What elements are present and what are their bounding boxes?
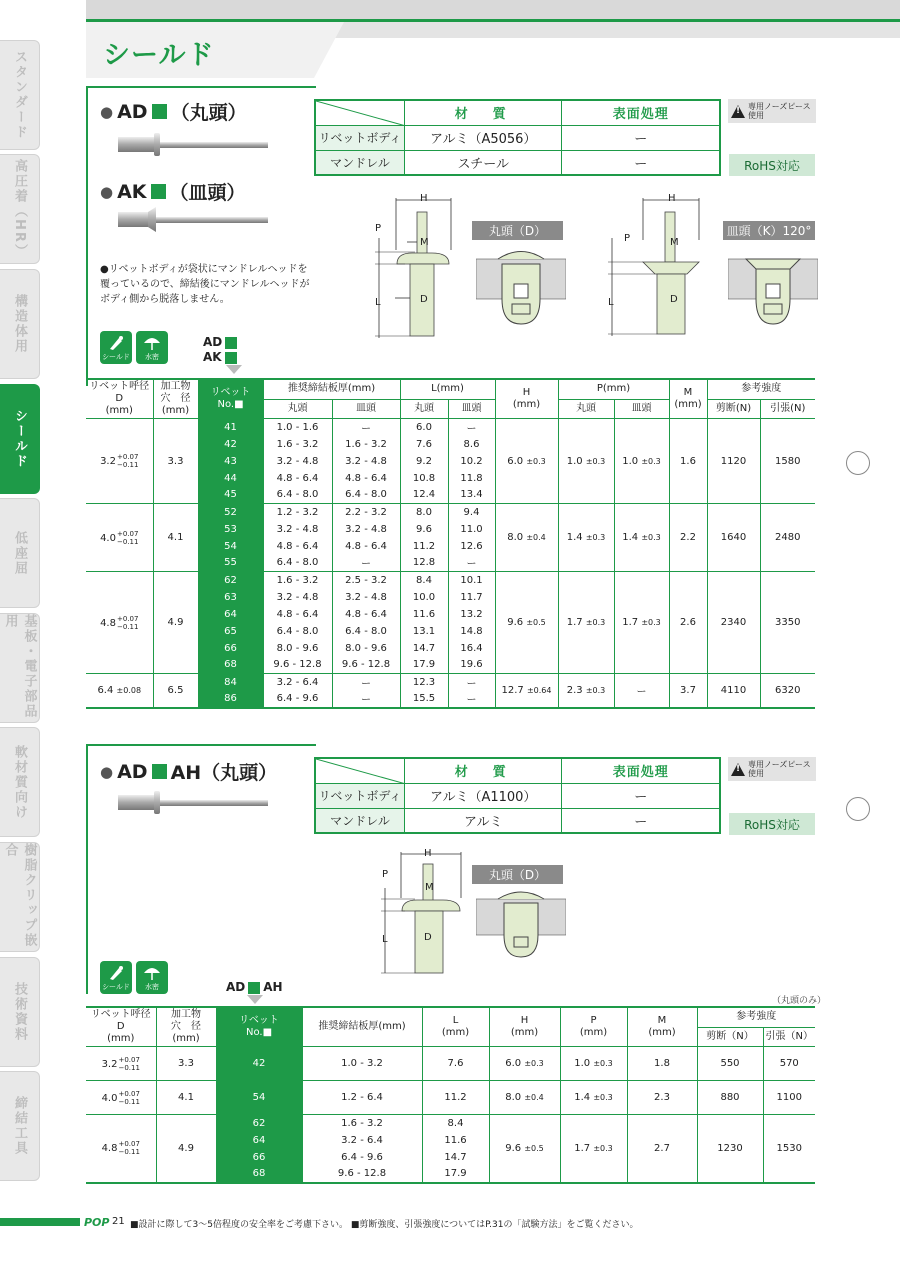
warning-icon bbox=[731, 763, 745, 776]
cell-grip-flat: 9.6 - 12.8 bbox=[332, 657, 400, 674]
dim-p: P bbox=[375, 223, 382, 234]
cell-rivet-no: 65 bbox=[198, 623, 263, 640]
cell-size: 6.4 ±0.08 bbox=[86, 674, 153, 708]
cell-grip-flat: 4.8 - 6.4 bbox=[332, 538, 400, 555]
side-tab-6[interactable] bbox=[0, 727, 40, 837]
cell-shear: 880 bbox=[697, 1081, 763, 1115]
col-hole: 加工物 穴 径 (mm) bbox=[153, 379, 198, 419]
side-tab-label: 軟材質向け bbox=[12, 744, 27, 820]
side-tab-9[interactable] bbox=[0, 1071, 40, 1181]
cell-grip-round: 3.2 - 4.8 bbox=[263, 453, 332, 470]
col-m-2: M (mm) bbox=[627, 1007, 697, 1047]
body-material: アルミ（A5056） bbox=[405, 125, 562, 150]
installed-ah-illustration bbox=[476, 887, 566, 962]
model-title-ak: ● AK （皿頭） bbox=[100, 180, 246, 204]
watertight-feature-icon: 水密 bbox=[136, 331, 168, 364]
cell-hole: 3.3 bbox=[153, 419, 198, 504]
cell-l-round: 12.3 bbox=[400, 674, 448, 691]
cell-l-round: 9.2 bbox=[400, 453, 448, 470]
nosepiece-warning-2: ! 専用ノーズピース使用 bbox=[728, 757, 816, 781]
col-p: P(mm) bbox=[558, 379, 669, 399]
dim-h: H bbox=[420, 193, 428, 204]
dim-l: L bbox=[375, 297, 381, 308]
cell-hole: 4.9 bbox=[156, 1115, 216, 1183]
col-shear-2: 剪断（N） bbox=[697, 1027, 763, 1046]
cell-grip-round: 8.0 - 9.6 bbox=[263, 640, 332, 657]
side-tab-label: 低座屈 bbox=[12, 530, 27, 576]
dim-l-ah: L bbox=[382, 934, 388, 945]
page-title: シールド bbox=[103, 40, 215, 71]
cell-rivet-no: 63 bbox=[198, 589, 263, 606]
table-row bbox=[86, 572, 815, 589]
cell-grip-flat: ー bbox=[332, 674, 400, 691]
col-grip-round: 丸頭 bbox=[263, 399, 332, 418]
cell-l: 7.6 bbox=[422, 1047, 489, 1081]
cell-l-flat: 14.8 bbox=[448, 623, 495, 640]
col-grip-2: 推奨締結板厚(mm) bbox=[302, 1007, 422, 1047]
side-tab-1[interactable] bbox=[0, 154, 40, 264]
cell-hole: 3.3 bbox=[156, 1047, 216, 1081]
col-rivet-no: リベット No.■ bbox=[198, 379, 263, 419]
col-h-2: H (mm) bbox=[489, 1007, 560, 1047]
installed-round-illustration bbox=[476, 244, 566, 329]
dimension-drawing-ah bbox=[365, 848, 465, 978]
feature-icons-2 bbox=[100, 961, 168, 994]
cell-grip-flat: 3.2 - 4.8 bbox=[332, 453, 400, 470]
cell-grip-round: 1.0 - 1.6 bbox=[263, 419, 332, 436]
side-tab-label: スタンダード bbox=[12, 50, 27, 140]
cell-grip-round: 1.6 - 3.2 bbox=[263, 572, 332, 589]
cell-grip-round: 3.2 - 4.8 bbox=[263, 521, 332, 538]
cell-grip-round: 4.8 - 6.4 bbox=[263, 538, 332, 555]
cell-l: 8.4 bbox=[422, 1115, 489, 1132]
cell-p-flat: 1.7 ±0.3 bbox=[614, 572, 669, 674]
head-label-flat: 皿頭（K）120° bbox=[723, 221, 815, 240]
section2-top-rule bbox=[86, 744, 316, 746]
head-label-round: 丸頭（D） bbox=[472, 221, 563, 240]
watertight-feature-icon: 水密 bbox=[136, 961, 168, 994]
cell-tensile: 1100 bbox=[763, 1081, 815, 1115]
cell-p-flat: ー bbox=[614, 674, 669, 708]
cell-l-round: 9.6 bbox=[400, 521, 448, 538]
col-l-flat: 皿頭 bbox=[448, 399, 495, 418]
cell-grip: 1.6 - 3.2 bbox=[302, 1115, 422, 1132]
cell-rivet-no: 68 bbox=[216, 1166, 302, 1183]
side-tab-0[interactable] bbox=[0, 40, 40, 150]
cell-rivet-no: 54 bbox=[216, 1081, 302, 1115]
cell-p: 1.7 ±0.3 bbox=[560, 1115, 627, 1183]
cell-hole: 6.5 bbox=[153, 674, 198, 708]
col-rivet-no-2: リベット No.■ bbox=[216, 1007, 302, 1047]
cell-p-flat: 1.0 ±0.3 bbox=[614, 419, 669, 504]
cell-grip-flat: 2.2 - 3.2 bbox=[332, 504, 400, 521]
cell-m: 2.3 bbox=[627, 1081, 697, 1115]
cell-l: 14.7 bbox=[422, 1149, 489, 1166]
cell-grip-round: 3.2 - 4.8 bbox=[263, 589, 332, 606]
cell-tensile: 2480 bbox=[760, 504, 815, 572]
col-size-2: リベット呼径 D (mm) bbox=[86, 1007, 156, 1047]
down-arrow-icon bbox=[226, 365, 242, 375]
description-text: ●リベットボディが袋状にマンドレルヘッドを覆っているので、締結後にマンドレルヘッドがボディ側から脱落しません。 bbox=[100, 264, 310, 305]
dimension-drawing-round bbox=[365, 190, 465, 345]
cell-shear: 1640 bbox=[707, 504, 760, 572]
section1-left-rule bbox=[86, 86, 88, 386]
warning-icon bbox=[731, 105, 745, 118]
cell-l-round: 11.6 bbox=[400, 606, 448, 623]
side-tab-2[interactable] bbox=[0, 269, 40, 379]
cell-l-flat: 8.6 bbox=[448, 436, 495, 453]
row-label-mandrel: マンドレル bbox=[315, 808, 405, 833]
cell-l-round: 10.8 bbox=[400, 470, 448, 487]
cell-grip: 6.4 - 9.6 bbox=[302, 1149, 422, 1166]
section2-left-rule bbox=[86, 744, 88, 994]
cell-rivet-no: 41 bbox=[198, 419, 263, 436]
cell-shear: 1120 bbox=[707, 419, 760, 504]
cell-size: 4.8 +0.07 −0.11 bbox=[86, 1115, 156, 1183]
spec-table-1 bbox=[86, 378, 815, 709]
cell-l: 17.9 bbox=[422, 1166, 489, 1183]
installed-flat-illustration bbox=[728, 244, 818, 329]
cell-l-flat: 10.1 bbox=[448, 572, 495, 589]
cell-h: 8.0 ±0.4 bbox=[489, 1081, 560, 1115]
dim-h-flat: H bbox=[668, 193, 676, 204]
cell-rivet-no: 66 bbox=[216, 1149, 302, 1166]
side-tab-label: 樹脂クリップ嵌合 bbox=[2, 843, 37, 948]
cell-grip-round: 6.4 - 9.6 bbox=[263, 691, 332, 708]
table-row bbox=[86, 419, 815, 436]
cell-l-round: 12.4 bbox=[400, 487, 448, 504]
cell-rivet-no: 66 bbox=[198, 640, 263, 657]
side-tab-label: 締結工具 bbox=[12, 1096, 27, 1156]
cell-grip: 1.2 - 6.4 bbox=[302, 1081, 422, 1115]
row-label-mandrel: マンドレル bbox=[315, 150, 405, 175]
code-label-ak: AK bbox=[203, 350, 237, 365]
cell-l-flat: 10.2 bbox=[448, 453, 495, 470]
side-tab-label: 技術資料 bbox=[12, 982, 27, 1042]
cell-tensile: 1580 bbox=[760, 419, 815, 504]
cell-tensile: 6320 bbox=[760, 674, 815, 708]
table-row bbox=[86, 1047, 815, 1081]
cell-p: 1.0 ±0.3 bbox=[560, 1047, 627, 1081]
cell-rivet-no: 45 bbox=[198, 487, 263, 504]
col-l-round: 丸頭 bbox=[400, 399, 448, 418]
rivet-ak-image bbox=[118, 207, 273, 233]
col-strength-2: 参考強度 bbox=[697, 1007, 815, 1027]
row-label-body: リベットボディ bbox=[315, 783, 405, 808]
cell-grip-flat: 6.4 - 8.0 bbox=[332, 487, 400, 504]
dim-l-flat: L bbox=[608, 297, 614, 308]
side-tab-8[interactable] bbox=[0, 957, 40, 1067]
col-shear: 剪断(N) bbox=[707, 399, 760, 418]
cell-l-round: 6.0 bbox=[400, 419, 448, 436]
diagonal-cell bbox=[315, 100, 405, 125]
cell-rivet-no: 43 bbox=[198, 453, 263, 470]
side-tab-label: 基板・電子部品用 bbox=[2, 614, 37, 719]
col-p-flat: 皿頭 bbox=[614, 399, 669, 418]
footer-bar bbox=[0, 1218, 80, 1226]
top-band bbox=[86, 0, 900, 22]
dim-h-ah: H bbox=[424, 848, 432, 859]
col-l-2: L (mm) bbox=[422, 1007, 489, 1047]
dim-m: M bbox=[420, 237, 429, 248]
cell-l-flat: 12.6 bbox=[448, 538, 495, 555]
material-table-1 bbox=[314, 99, 721, 176]
dimension-drawing-flat bbox=[600, 190, 700, 345]
cell-l-round: 11.2 bbox=[400, 538, 448, 555]
cell-m: 2.2 bbox=[669, 504, 707, 572]
col-strength: 参考強度 bbox=[707, 379, 815, 399]
col-h: H (mm) bbox=[495, 379, 558, 419]
cell-rivet-no: 64 bbox=[216, 1132, 302, 1149]
mandrel-surface: ー bbox=[562, 808, 720, 833]
surface-header: 表面処理 bbox=[562, 758, 720, 783]
side-tab-4[interactable] bbox=[0, 498, 40, 608]
cell-l-round: 17.9 bbox=[400, 657, 448, 674]
cell-m: 1.6 bbox=[669, 419, 707, 504]
cell-hole: 4.9 bbox=[153, 572, 198, 674]
model-color-square bbox=[152, 764, 167, 779]
cell-grip-flat: ー bbox=[332, 419, 400, 436]
footer-note: ■設計に際して3～5倍程度の安全率をご考慮下さい。 ■剪断強度、引張強度についてはP.31の「試験方法」をご覧ください。 bbox=[130, 1220, 639, 1230]
cell-size: 4.8 +0.07 −0.11 bbox=[86, 572, 153, 674]
cell-l-round: 8.0 bbox=[400, 504, 448, 521]
code-label-ad: AD bbox=[203, 335, 237, 350]
cell-hole: 4.1 bbox=[156, 1081, 216, 1115]
col-tensile: 引張(N) bbox=[760, 399, 815, 418]
cell-l: 11.2 bbox=[422, 1081, 489, 1115]
feature-icons bbox=[100, 331, 168, 364]
spec-table-2 bbox=[86, 1006, 815, 1184]
table-row bbox=[86, 504, 815, 521]
dim-p-flat: P bbox=[624, 233, 631, 244]
mandrel-surface: ー bbox=[562, 150, 720, 175]
dim-p-ah: P bbox=[382, 869, 389, 880]
col-grip: 推奨締結板厚(mm) bbox=[263, 379, 400, 399]
cell-rivet-no: 54 bbox=[198, 538, 263, 555]
cell-grip: 1.0 - 3.2 bbox=[302, 1047, 422, 1081]
body-surface: ー bbox=[562, 783, 720, 808]
down-arrow-icon bbox=[247, 995, 263, 1005]
rivet-ah-image bbox=[118, 790, 273, 816]
cell-grip-flat: 1.6 - 3.2 bbox=[332, 436, 400, 453]
cell-size: 3.2 +0.07 −0.11 bbox=[86, 1047, 156, 1081]
cell-rivet-no: 42 bbox=[198, 436, 263, 453]
dim-d-flat: D bbox=[670, 294, 678, 305]
cell-grip-flat: 4.8 - 6.4 bbox=[332, 470, 400, 487]
cell-l-round: 12.8 bbox=[400, 555, 448, 572]
cell-grip: 3.2 - 6.4 bbox=[302, 1132, 422, 1149]
cell-tensile: 570 bbox=[763, 1047, 815, 1081]
binder-hole bbox=[846, 797, 870, 821]
col-p-2: P (mm) bbox=[560, 1007, 627, 1047]
cell-grip-flat: 8.0 - 9.6 bbox=[332, 640, 400, 657]
surface-header: 表面処理 bbox=[562, 100, 720, 125]
col-size: リベット呼径 D (mm) bbox=[86, 379, 153, 419]
cell-grip-round: 4.8 - 6.4 bbox=[263, 470, 332, 487]
cell-l-flat: 11.8 bbox=[448, 470, 495, 487]
cell-rivet-no: 64 bbox=[198, 606, 263, 623]
cell-h: 6.0 ±0.3 bbox=[495, 419, 558, 504]
side-tab-5[interactable] bbox=[0, 613, 40, 723]
rivet-ad-image bbox=[118, 132, 273, 158]
cell-h: 9.6 ±0.5 bbox=[495, 572, 558, 674]
cell-rivet-no: 44 bbox=[198, 470, 263, 487]
cell-l-flat: 13.4 bbox=[448, 487, 495, 504]
table-row bbox=[86, 1115, 815, 1132]
diagonal-cell bbox=[315, 758, 405, 783]
code-label-ad-ah: AD AH bbox=[226, 980, 283, 994]
cell-l-round: 10.0 bbox=[400, 589, 448, 606]
body-surface: ー bbox=[562, 125, 720, 150]
cell-grip-flat: ー bbox=[332, 691, 400, 708]
model-title-ad: ● AD （丸頭） bbox=[100, 100, 247, 124]
cell-grip: 9.6 - 12.8 bbox=[302, 1166, 422, 1183]
cell-p-flat: 1.4 ±0.3 bbox=[614, 504, 669, 572]
cell-m: 2.6 bbox=[669, 572, 707, 674]
cell-l-round: 8.4 bbox=[400, 572, 448, 589]
cell-m: 3.7 bbox=[669, 674, 707, 708]
cell-shear: 4110 bbox=[707, 674, 760, 708]
model-color-square bbox=[152, 104, 167, 119]
nosepiece-warning: ! 専用ノーズピース使用 bbox=[728, 99, 816, 123]
cell-p-round: 1.7 ±0.3 bbox=[558, 572, 614, 674]
cell-grip-round: 1.2 - 3.2 bbox=[263, 504, 332, 521]
dim-d: D bbox=[420, 294, 428, 305]
cell-rivet-no: 52 bbox=[198, 504, 263, 521]
cell-l-flat: ー bbox=[448, 555, 495, 572]
cell-grip-flat: 6.4 - 8.0 bbox=[332, 623, 400, 640]
cell-grip-flat: 3.2 - 4.8 bbox=[332, 589, 400, 606]
row-label-body: リベットボディ bbox=[315, 125, 405, 150]
model-title-ah: ● AD AH（丸頭） bbox=[100, 760, 278, 784]
cell-l-round: 7.6 bbox=[400, 436, 448, 453]
cell-l-flat: 11.7 bbox=[448, 589, 495, 606]
cell-grip-round: 9.6 - 12.8 bbox=[263, 657, 332, 674]
cell-rivet-no: 84 bbox=[198, 674, 263, 691]
cell-grip-round: 6.4 - 8.0 bbox=[263, 623, 332, 640]
side-tab-label: 高圧着（HR） bbox=[12, 159, 27, 259]
cell-size: 4.0 +0.07 −0.11 bbox=[86, 1081, 156, 1115]
cell-grip-round: 1.6 - 3.2 bbox=[263, 436, 332, 453]
rohs-badge-2: RoHS対応 bbox=[729, 813, 815, 835]
cell-tensile: 3350 bbox=[760, 572, 815, 674]
dim-m-ah: M bbox=[425, 882, 434, 893]
cell-grip-round: 3.2 - 6.4 bbox=[263, 674, 332, 691]
table-row bbox=[86, 674, 815, 691]
cell-l-round: 13.1 bbox=[400, 623, 448, 640]
col-hole-2: 加工物 穴 径 (mm) bbox=[156, 1007, 216, 1047]
mandrel-material: スチール bbox=[405, 150, 562, 175]
material-header: 材 質 bbox=[405, 758, 562, 783]
cell-h: 8.0 ±0.4 bbox=[495, 504, 558, 572]
cell-h: 9.6 ±0.5 bbox=[489, 1115, 560, 1183]
cell-rivet-no: 53 bbox=[198, 521, 263, 538]
cell-l-flat: ー bbox=[448, 691, 495, 708]
cell-shear: 2340 bbox=[707, 572, 760, 674]
cell-grip-flat: ー bbox=[332, 555, 400, 572]
shield-feature-icon: シールド bbox=[100, 961, 132, 994]
rohs-badge: RoHS対応 bbox=[729, 154, 815, 176]
footer-brand: POP bbox=[84, 1216, 110, 1229]
round-only-note: （丸頭のみ） bbox=[772, 996, 827, 1006]
mandrel-material: アルミ bbox=[405, 808, 562, 833]
cell-p: 1.4 ±0.3 bbox=[560, 1081, 627, 1115]
dim-d-ah: D bbox=[424, 932, 432, 943]
binder-hole bbox=[846, 451, 870, 475]
side-tab-label: 構造体用 bbox=[12, 294, 27, 354]
cell-size: 4.0 +0.07 −0.11 bbox=[86, 504, 153, 572]
col-l: L(mm) bbox=[400, 379, 495, 399]
cell-l-round: 15.5 bbox=[400, 691, 448, 708]
cell-size: 3.2 +0.07 −0.11 bbox=[86, 419, 153, 504]
cell-m: 1.8 bbox=[627, 1047, 697, 1081]
cell-p-round: 1.0 ±0.3 bbox=[558, 419, 614, 504]
cell-l-round: 14.7 bbox=[400, 640, 448, 657]
cell-grip-round: 6.4 - 8.0 bbox=[263, 555, 332, 572]
col-m: M (mm) bbox=[669, 379, 707, 419]
table-row bbox=[86, 1081, 815, 1115]
cell-l-flat: 19.6 bbox=[448, 657, 495, 674]
col-tensile-2: 引張（N） bbox=[763, 1027, 815, 1046]
cell-rivet-no: 55 bbox=[198, 555, 263, 572]
cell-l-flat: 11.0 bbox=[448, 521, 495, 538]
cell-rivet-no: 62 bbox=[198, 572, 263, 589]
cell-rivet-no: 68 bbox=[198, 657, 263, 674]
cell-shear: 550 bbox=[697, 1047, 763, 1081]
shield-feature-icon: シールド bbox=[100, 331, 132, 364]
side-tab-label: シールド bbox=[12, 409, 27, 469]
cell-p-round: 2.3 ±0.3 bbox=[558, 674, 614, 708]
material-table-2 bbox=[314, 757, 721, 834]
cell-grip-round: 4.8 - 6.4 bbox=[263, 606, 332, 623]
cell-l: 11.6 bbox=[422, 1132, 489, 1149]
section1-top-rule bbox=[86, 86, 316, 88]
cell-grip-flat: 4.8 - 6.4 bbox=[332, 606, 400, 623]
cell-grip-flat: 3.2 - 4.8 bbox=[332, 521, 400, 538]
cell-shear: 1230 bbox=[697, 1115, 763, 1183]
cell-l-flat: 13.2 bbox=[448, 606, 495, 623]
cell-l-flat: ー bbox=[448, 419, 495, 436]
cell-grip-round: 6.4 - 8.0 bbox=[263, 487, 332, 504]
cell-grip-flat: 2.5 - 3.2 bbox=[332, 572, 400, 589]
col-p-round: 丸頭 bbox=[558, 399, 614, 418]
material-header: 材 質 bbox=[405, 100, 562, 125]
footer-page-number: 21 bbox=[112, 1216, 125, 1227]
cell-h: 6.0 ±0.3 bbox=[489, 1047, 560, 1081]
cell-l-flat: 16.4 bbox=[448, 640, 495, 657]
col-grip-flat: 皿頭 bbox=[332, 399, 400, 418]
cell-hole: 4.1 bbox=[153, 504, 198, 572]
cell-m: 2.7 bbox=[627, 1115, 697, 1183]
cell-rivet-no: 86 bbox=[198, 691, 263, 708]
head-label-round-2: 丸頭（D） bbox=[472, 865, 563, 884]
cell-l-flat: 9.4 bbox=[448, 504, 495, 521]
cell-h: 12.7 ±0.64 bbox=[495, 674, 558, 708]
side-tab-7[interactable] bbox=[0, 842, 40, 952]
cell-rivet-no: 62 bbox=[216, 1115, 302, 1132]
side-tab-3[interactable] bbox=[0, 384, 40, 494]
cell-p-round: 1.4 ±0.3 bbox=[558, 504, 614, 572]
cell-rivet-no: 42 bbox=[216, 1047, 302, 1081]
model-color-square bbox=[151, 184, 166, 199]
body-material: アルミ（A1100） bbox=[405, 783, 562, 808]
cell-l-flat: ー bbox=[448, 674, 495, 691]
cell-tensile: 1530 bbox=[763, 1115, 815, 1183]
dim-m-flat: M bbox=[670, 237, 679, 248]
